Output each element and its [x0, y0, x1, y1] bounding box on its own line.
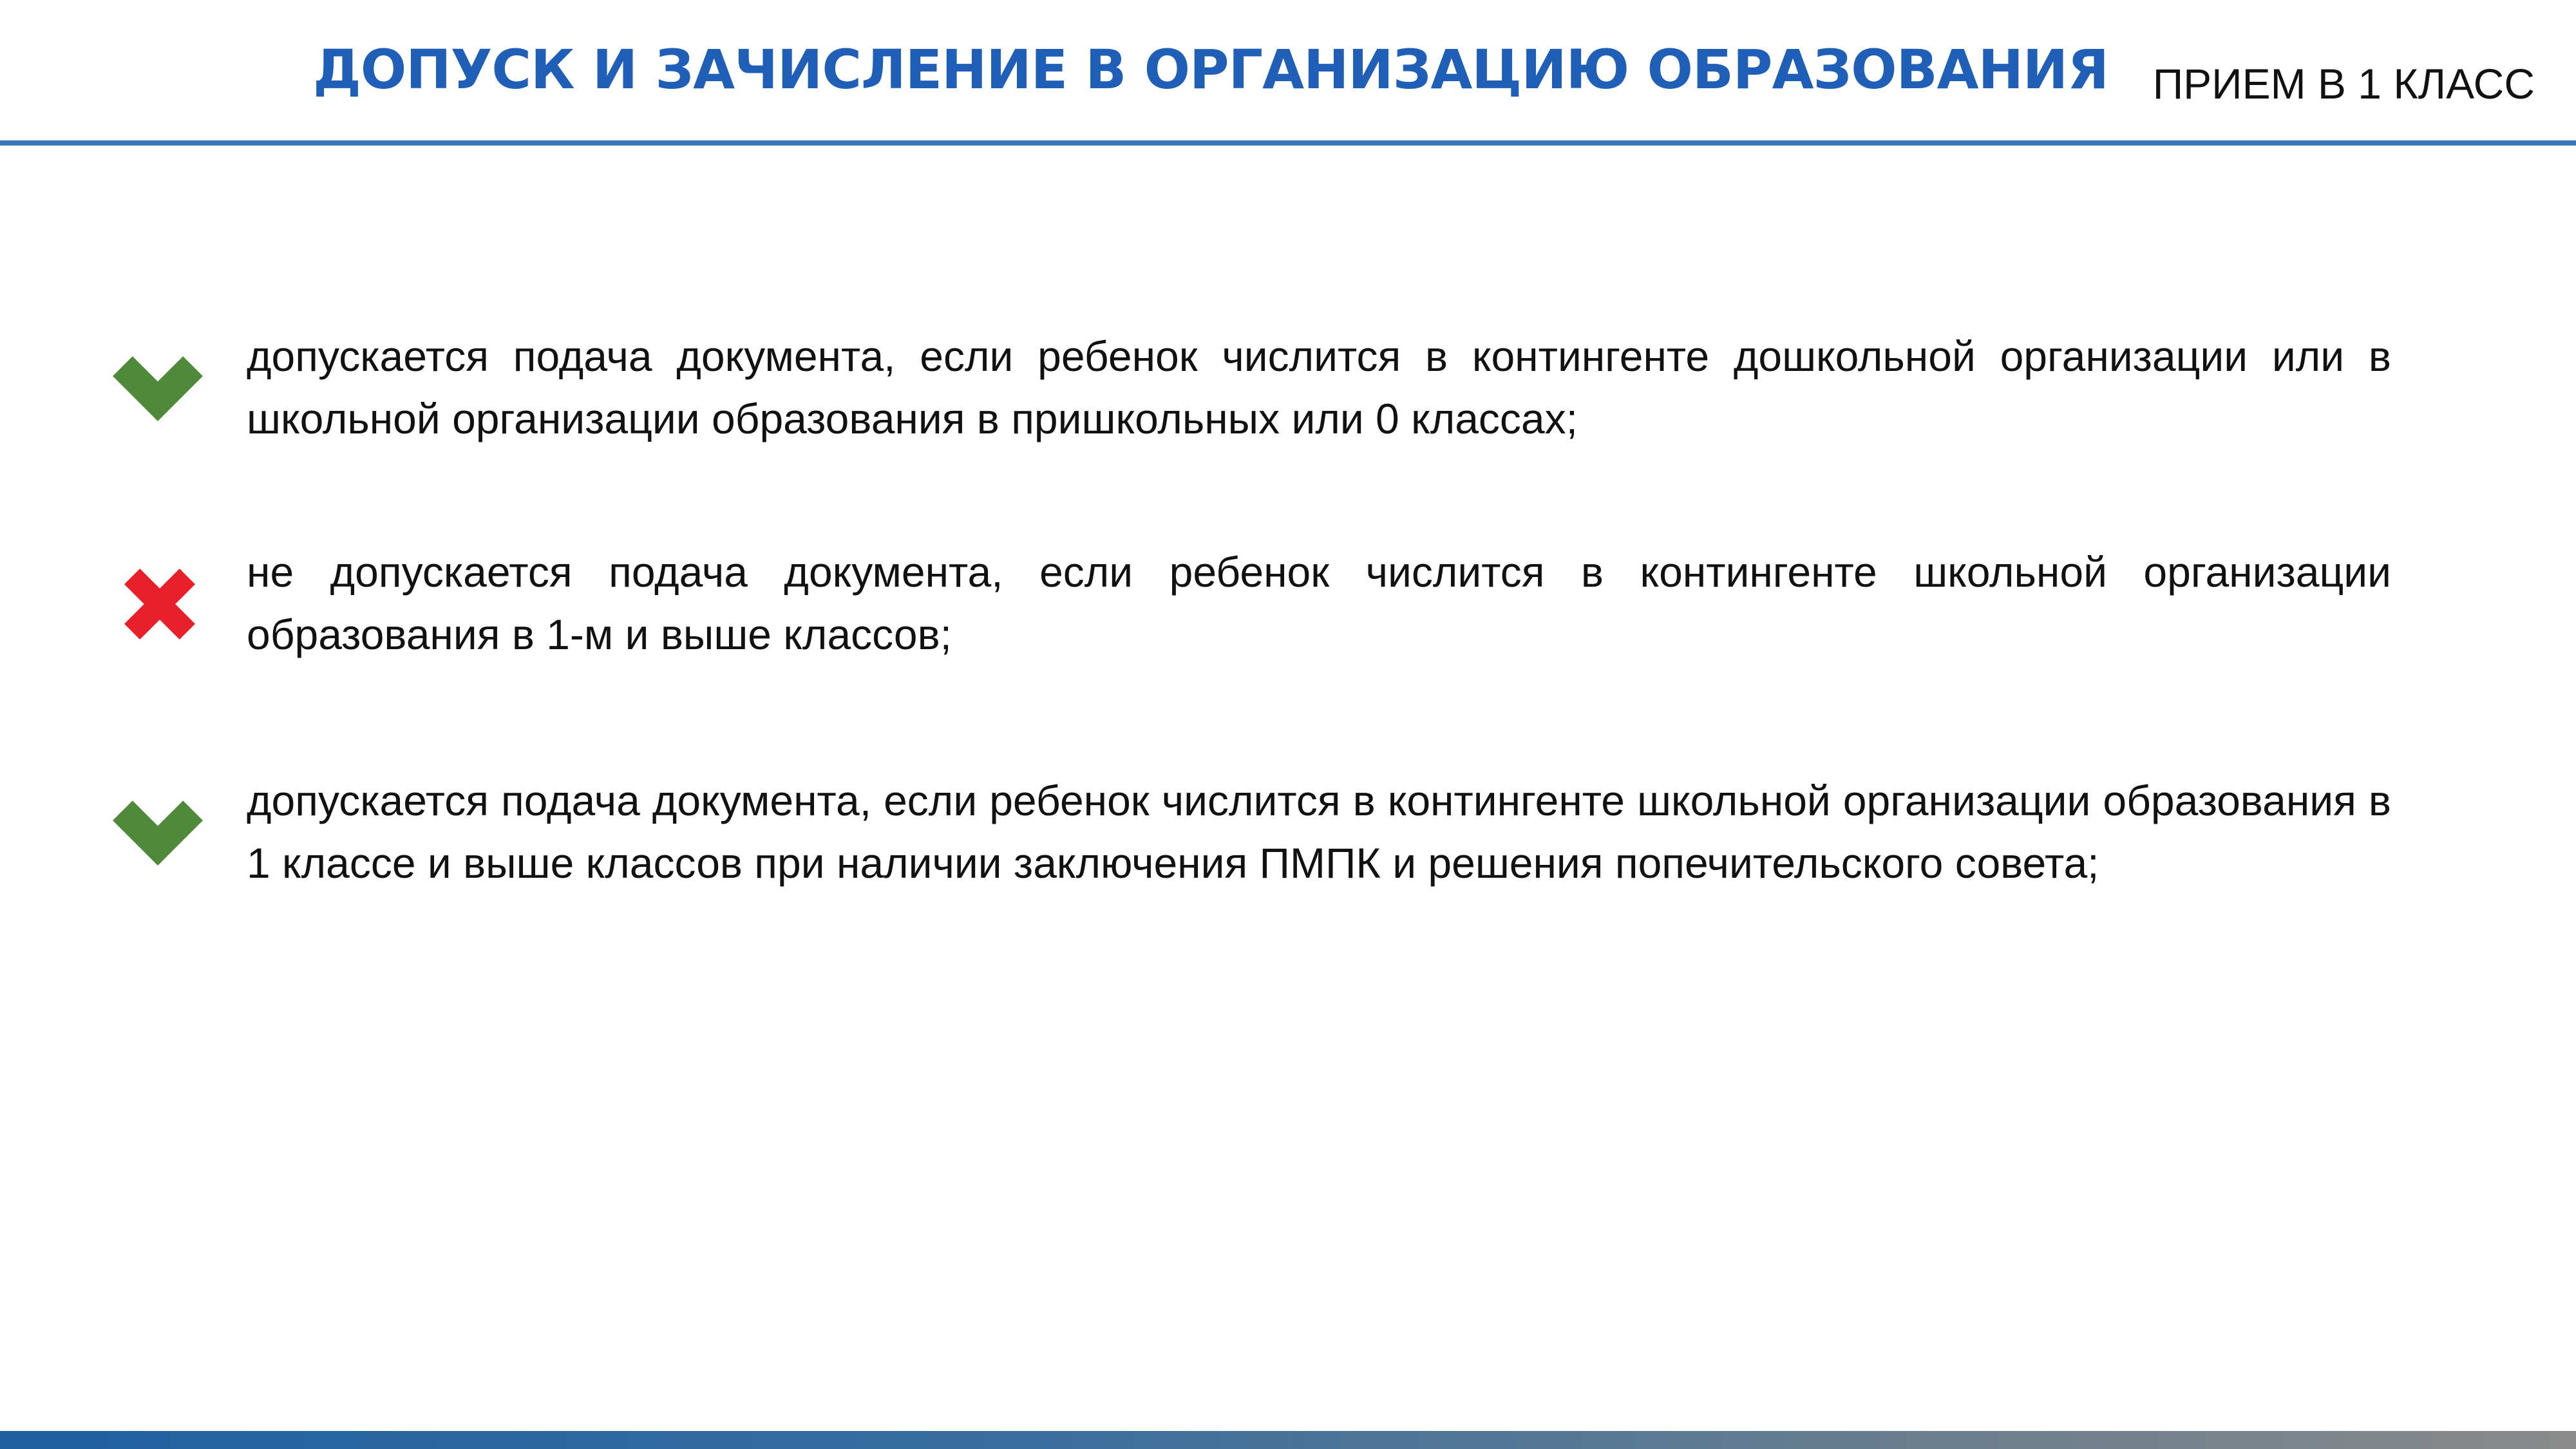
- page-title: ДОПУСК И ЗАЧИСЛЕНИЕ В ОРГАНИЗАЦИЮ ОБРАЗОВАНИЯ: [313, 38, 2108, 101]
- check-icon: [113, 784, 203, 875]
- page-subtitle: ПРИЕМ В 1 КЛАСС: [2152, 60, 2535, 108]
- list-item-text: допускается подача документа, если ребенок числится в контингенте дошкольной организации или в школьной организации образования в пришкольных или 0 классах;: [247, 332, 2391, 442]
- check-icon: [113, 340, 203, 430]
- cross-icon: [124, 569, 195, 639]
- list-item-text: не допускается подача документа, если ребенок числится в контингенте школьной организации образования в 1-м и выше классов;: [247, 548, 2391, 658]
- list-item-text: допускается подача документа, если ребенок числится в контингенте школьной организации образования в 1 классе и выше классов при наличии заключения ПМПК и решения попечительского совета;: [247, 777, 2391, 887]
- footer-bar: [0, 1431, 2576, 1449]
